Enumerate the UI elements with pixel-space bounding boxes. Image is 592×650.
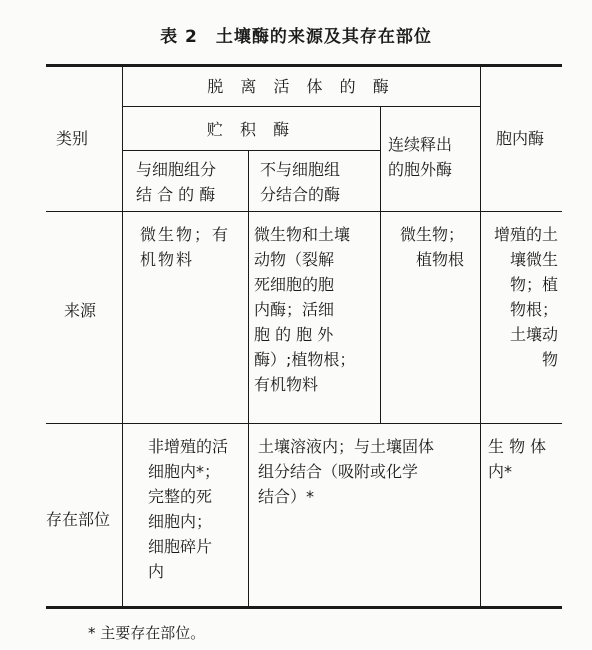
source-unbound: 微生物和土壤 动物（裂解 死细胞的胞 内酶；活细 胞 的 胞 外 酶）;植物根； 有机物料 (254, 225, 356, 394)
location-unbound-extracellular: 土壤溶液内；与土壤固体 组分结合（吸附或化学 结合）* (258, 437, 435, 506)
table-title: 表 2 土壤酶的来源及其存在部位 (160, 27, 432, 47)
header-detached-group: 脱 离 活 体 的 酶 (207, 77, 395, 96)
header-intracellular: 胞内酶 (496, 129, 545, 148)
row-label-source: 来源 (64, 301, 97, 320)
location-bound: 非增殖的活 细胞内*； 完整的死 细胞内； 细胞碎片 内 (148, 437, 229, 581)
source-bound: 微生物；有 机物料 (140, 225, 231, 269)
row-label-location: 存在部位 (46, 510, 111, 529)
header-row-label: 类别 (56, 129, 89, 148)
col-rule-3 (380, 106, 381, 423)
col-rule-4 (480, 67, 481, 606)
col-rule-1b (248, 423, 249, 606)
header-bound-enzyme: 与细胞组分 结 合 的 酶 (136, 160, 217, 204)
row-divider (46, 423, 562, 424)
header-subrule-2 (122, 150, 380, 151)
table-footnote: * 主要存在部位。 (88, 624, 206, 642)
header-accumulated-group: 贮 积 酶 (206, 120, 296, 139)
header-bottom-rule (46, 211, 562, 212)
header-continuous-extracellular: 连续释出 的胞外酶 (388, 135, 453, 179)
col-rule-1 (122, 67, 123, 606)
header-subrule-1 (122, 106, 480, 107)
table-top-rule (46, 64, 562, 67)
table-bottom-rule (46, 606, 562, 609)
source-intracellular: 增殖的土 壤微生 物；植 物根； 土壤动 物 (493, 225, 558, 369)
source-extracellular: 微生物； 植物根 (399, 225, 464, 269)
location-intracellular: 生 物 体 内* (488, 437, 547, 481)
col-rule-2 (248, 150, 249, 423)
header-unbound-enzyme: 不与细胞组 分结合的酶 (260, 160, 341, 204)
